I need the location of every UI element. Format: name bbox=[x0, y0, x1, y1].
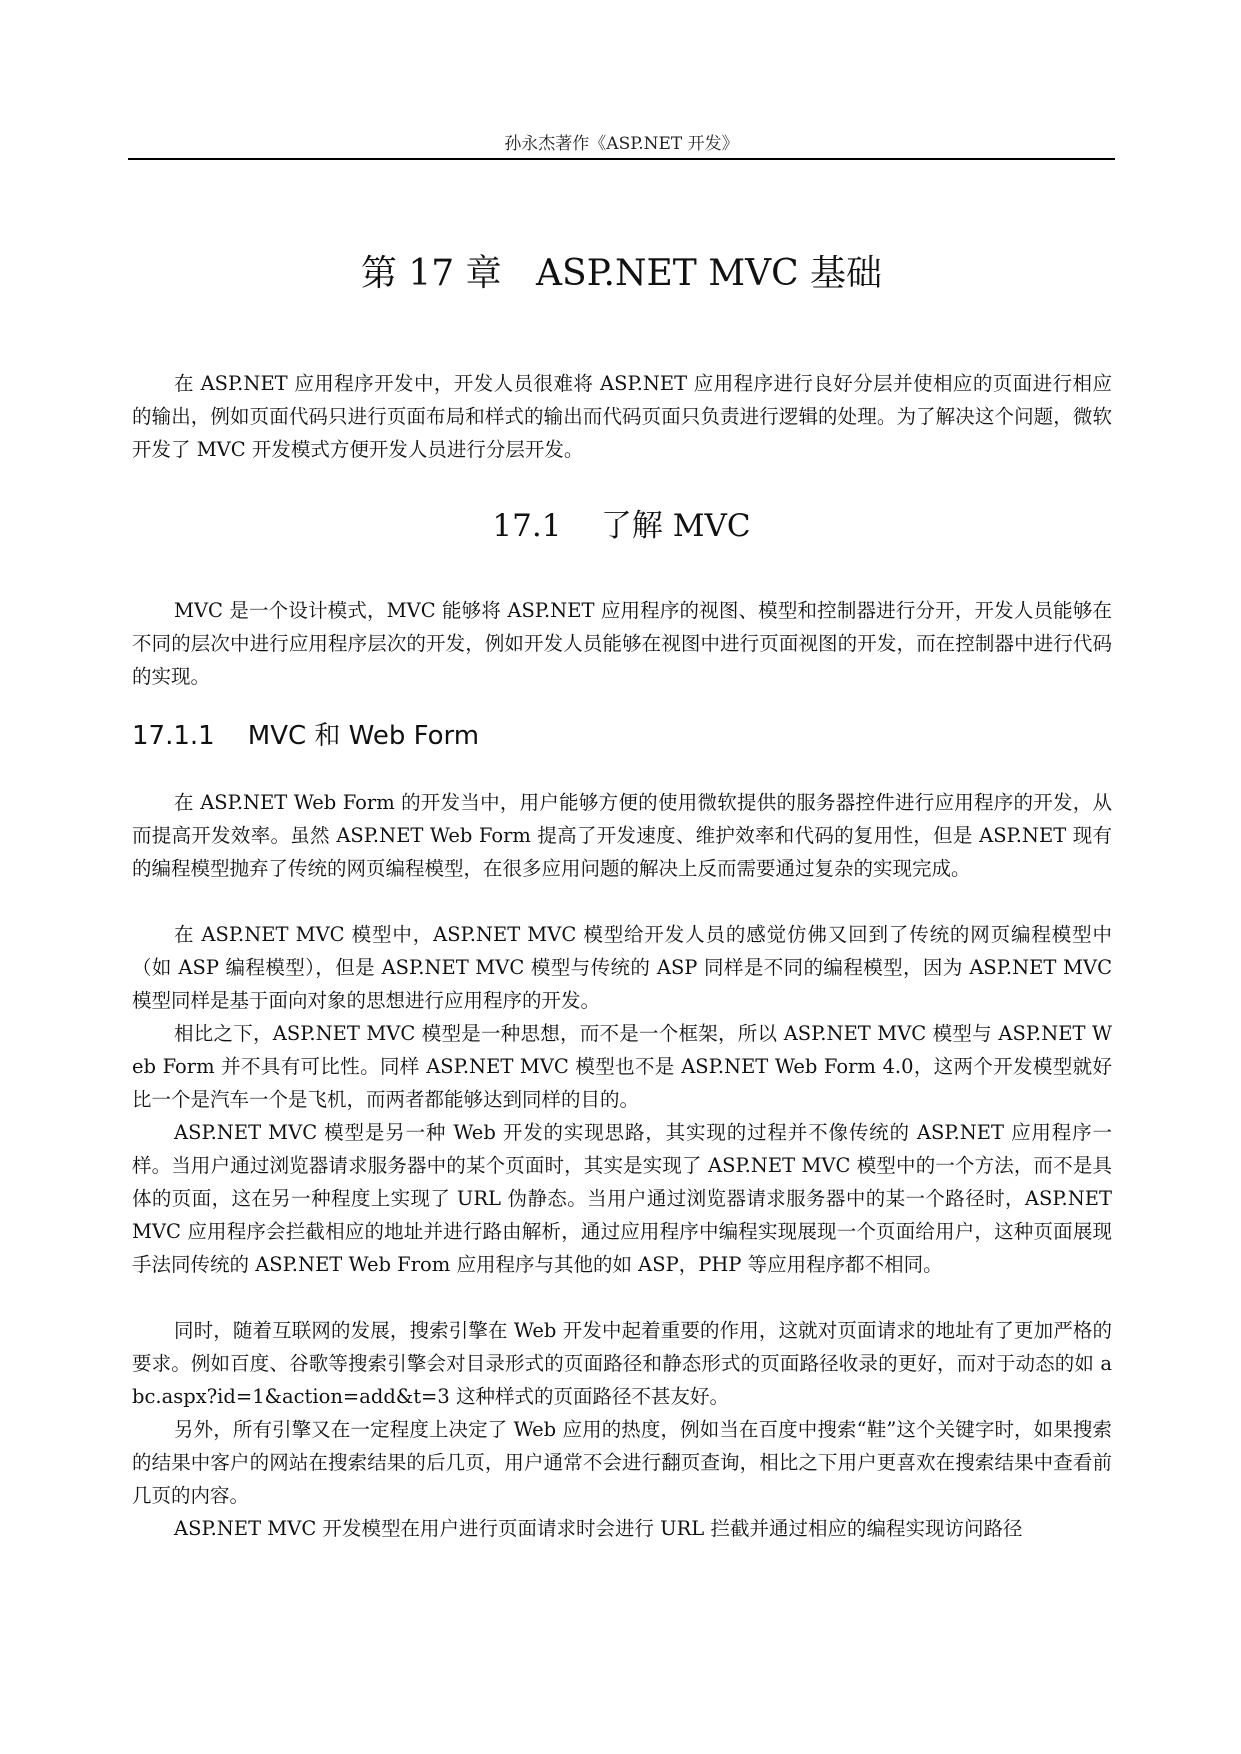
chapter-title: 第 17 章 ASP.NET MVC 基础 bbox=[360, 253, 883, 294]
header-divider bbox=[128, 158, 1115, 160]
body-paragraph: 同时，随着互联网的发展，搜索引擎在 Web 开发中起着重要的作用，这就对页面请求的地址有了更加严格的要求。例如百度、谷歌等搜索引擎会对目录形式的页面路径和静态形式的页面路径收录的更好，而对于动态的如 abc.aspx?id=1&action=add&t=3 这种样式的页面路径不甚友好。 bbox=[132, 1319, 1112, 1408]
body-paragraph: 另外，所有引擎又在一定程度上决定了 Web 应用的热度，例如当在百度中搜索“鞋”这个关键字时，如果搜索的结果中客户的网站在搜索结果的后几页，用户通常不会进行翻页查询，相比之下用户更喜欢在搜索结果中查看前几页的内容。 bbox=[132, 1418, 1112, 1507]
body-paragraph: ASP.NET MVC 模型是另一种 Web 开发的实现思路，其实现的过程并不像传统的 ASP.NET 应用程序一样。当用户通过浏览器请求服务器中的某个页面时，其实是实现了 ASP.NET MVC 模型中的一个方法，而不是具体的页面，这在另一种程度上实现了 URL 伪静态。当用户通过浏览器请求服务器中的某一个路径时，ASP.NET MVC 应用程序会拦截相应的地址并进行路由解析，通过应用程序中编程实现展现一个页面给用户，这种页面展现手法同传统的 ASP.NET Web From 应用程序与其他的如 ASP，PHP 等应用程序都不相同。 bbox=[132, 1121, 1112, 1276]
body-paragraph: 在 ASP.NET MVC 模型中，ASP.NET MVC 模型给开发人员的感觉仿佛又回到了传统的网页编程模型中（如 ASP 编程模型），但是 ASP.NET MVC 模型与传统的 ASP 同样是不同的编程模型，因为 ASP.NET MVC 模型同样是基于面向对象的思想进行应用程序的开发。 bbox=[132, 923, 1112, 1012]
body-paragraph: 在 ASP.NET Web Form 的开发当中，用户能够方便的使用微软提供的服务器控件进行应用程序的开发，从而提高开发效率。虽然 ASP.NET Web Form 提高了开发速度、维护效率和代码的复用性，但是 ASP.NET 现有的编程模型抛弃了传统的网页编程模型，在很多应用问题的解决上反而需要通过复杂的实现完成。 bbox=[132, 791, 1112, 880]
subsection-title: 17.1.1 MVC 和 Web Form bbox=[132, 721, 480, 751]
running-header: 孙永杰著作《ASP.NET 开发》 bbox=[504, 134, 739, 154]
intro-paragraph: 在 ASP.NET 应用程序开发中，开发人员很难将 ASP.NET 应用程序进行良好分层并使相应的页面进行相应的输出，例如页面代码只进行页面布局和样式的输出而代码页面只负责进行逻辑的处理。为了解决这个问题，微软开发了 MVC 开发模式方便开发人员进行分层开发。 bbox=[132, 372, 1112, 461]
body-paragraph: 相比之下，ASP.NET MVC 模型是一种思想，而不是一个框架，所以 ASP.NET MVC 模型与 ASP.NET Web Form 并不具有可比性。同样 ASP.NET MVC 模型也不是 ASP.NET Web Form 4.0，这两个开发模型就好比一个是汽车一个是飞机，而两者都能够达到同样的目的。 bbox=[132, 1022, 1112, 1111]
body-paragraph: ASP.NET MVC 开发模型在用户进行页面请求时会进行 URL 拦截并通过相应的编程实现访问路径 bbox=[174, 1517, 1023, 1540]
section-paragraph: MVC 是一个设计模式，MVC 能够将 ASP.NET 应用程序的视图、模型和控制器进行分开，开发人员能够在不同的层次中进行应用程序层次的开发，例如开发人员能够在视图中进行页面视图的开发，而在控制器中进行代码的实现。 bbox=[132, 599, 1112, 688]
section-title: 17.1 了解 MVC bbox=[492, 508, 751, 544]
